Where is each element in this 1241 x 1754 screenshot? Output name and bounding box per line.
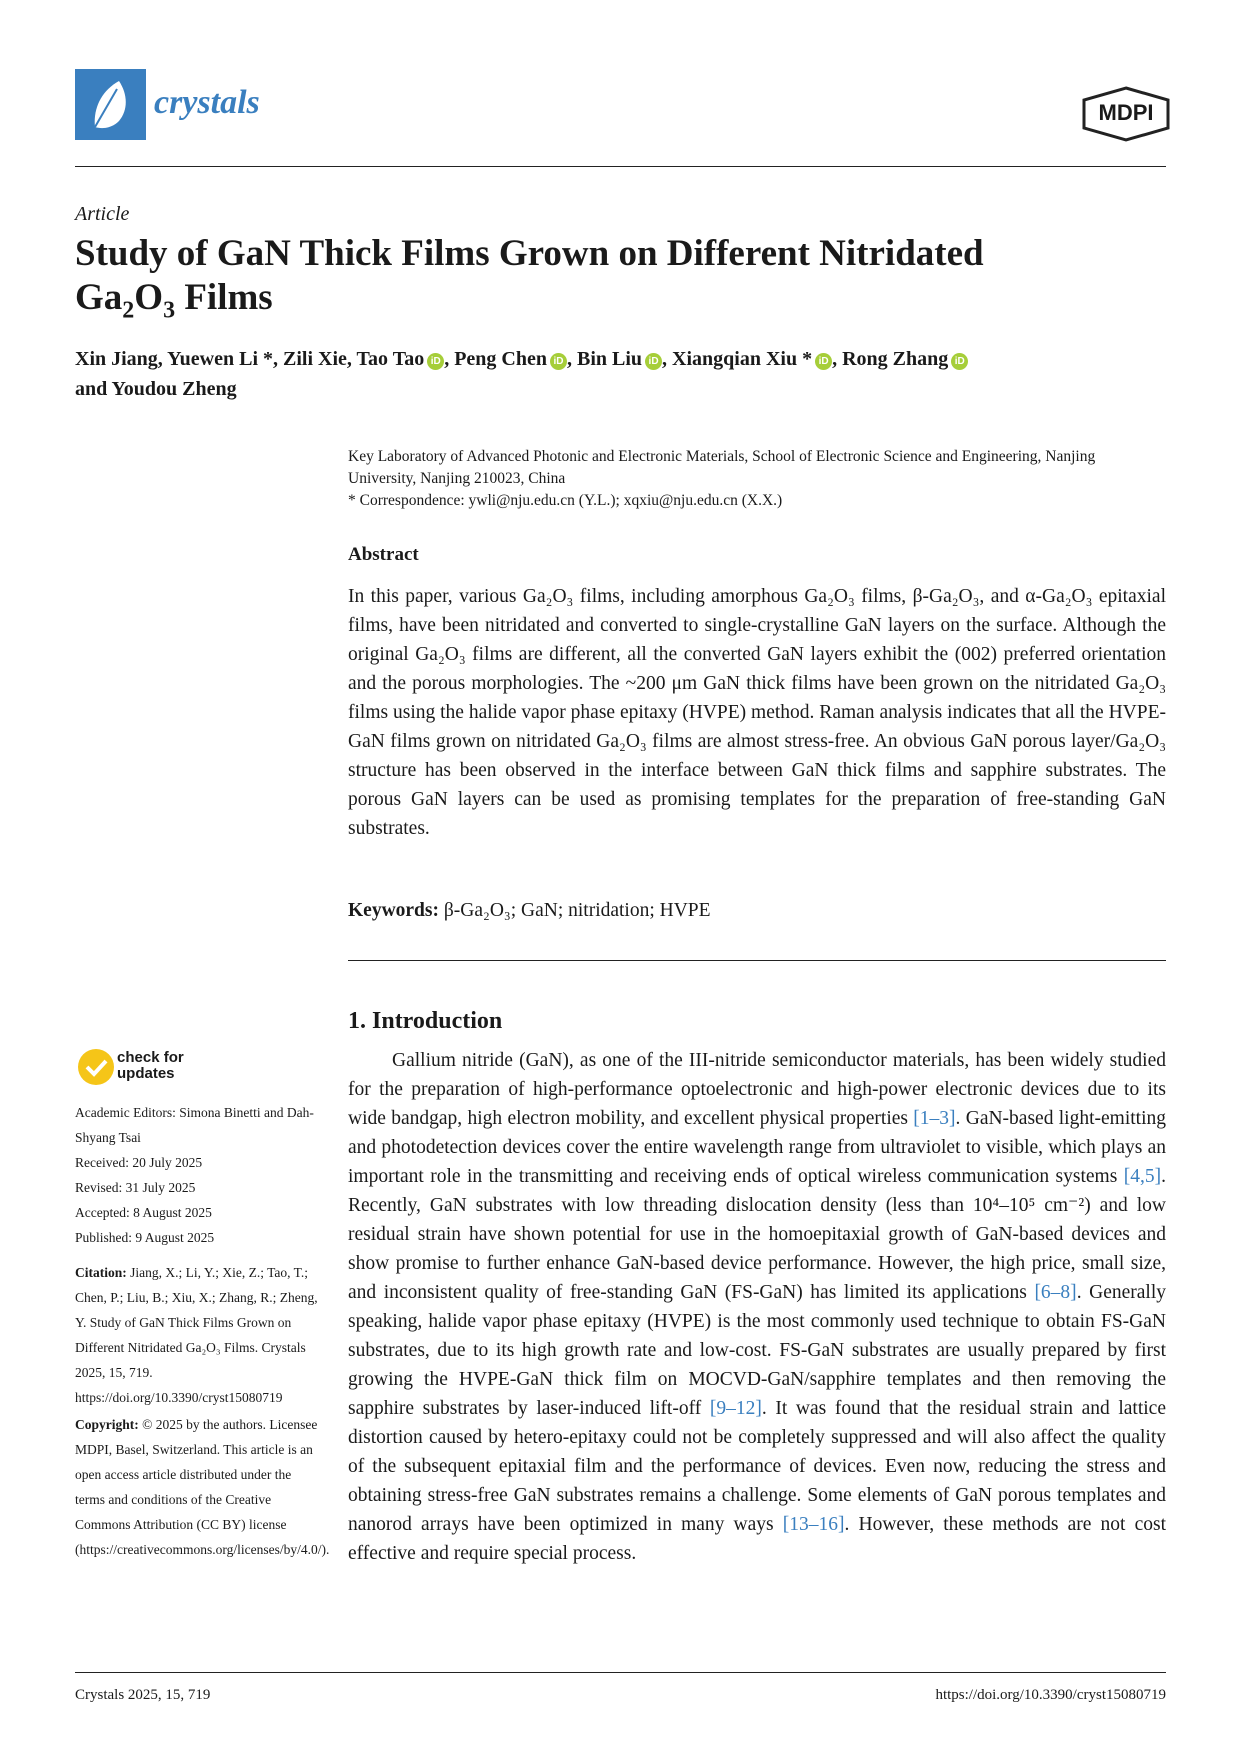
check-line1: check for (117, 1049, 184, 1066)
publisher-logo (1078, 86, 1174, 142)
title-sub2: 3 (163, 297, 176, 324)
title-o: O (134, 277, 164, 318)
author[interactable]: Zili Xie, (283, 348, 357, 370)
title-ga: Ga (75, 277, 123, 318)
journal-name: crystals (154, 84, 260, 121)
header-rule (75, 166, 1166, 167)
intro-text: . It was found that the residual strain and lattice distortion caused by hetero-epitaxy could not be completely suppressed and will also affect the quality of the subsequent epitaxial film and the performance of devices. Even now, reducing the stress and obtaining stress-free GaN substrates remains a challenge. Some elements of GaN porous templates and nanorod arrays have been optimized in many ways (348, 1398, 1166, 1535)
check-updates-label[interactable] (117, 1050, 184, 1082)
published-date: Published: 9 August 2025 (75, 1230, 215, 1245)
revised-date: Revised: 31 July 2025 (75, 1180, 196, 1195)
academic-editors: Academic Editors: Simona Binetti and Dah-Shyang Tsai (75, 1105, 314, 1145)
page-title (75, 232, 1166, 332)
affiliation-block (348, 446, 1166, 512)
orcid-icon[interactable]: iD (951, 353, 968, 370)
intro-text: . Generally speaking, halide vapor phase epitaxy (HVPE) is the most commonly used technique to obtain FS-GaN substrates, due to its high growth rate and low-cost. FS-GaN substrates are usually prepared by first growing the HVPE-GaN thick film on MOCVD-GaN/sapphire templates and then removing the sapphire substrates by laser-induced lift-off (348, 1282, 1166, 1419)
article-type: Article (75, 203, 130, 225)
author[interactable]: , Bin Liu (567, 348, 643, 370)
author[interactable]: , Peng Chen (444, 348, 547, 370)
copyright-text: © 2025 by the authors. Licensee MDPI, Basel, Switzerland. This article is an open access article distributed under the terms and conditions of the Creative Commons Attribution (CC BY) license (https://creativecommons.org/licenses/by/4.0/). (75, 1417, 330, 1557)
author[interactable]: Xin Jiang, (75, 348, 168, 370)
footer-journal: Crystals 2025, 15, 719 (75, 1687, 211, 1703)
keywords-text: β-Ga₂O₃; GaN; nitridation; HVPE (439, 900, 711, 921)
orcid-icon[interactable]: iD (550, 353, 567, 370)
citation-link[interactable]: [4,5] (1123, 1166, 1162, 1187)
author[interactable]: , Xiangqian Xiu * (662, 348, 813, 370)
received-date: Received: 20 July 2025 (75, 1155, 203, 1170)
intro-text: . However, these methods are not cost effective and require special process. (348, 1514, 1166, 1564)
citation-label: Citation: (75, 1265, 127, 1280)
author[interactable]: , Rong Zhang (832, 348, 949, 370)
citation-block (75, 1260, 323, 1410)
orcid-icon[interactable]: iD (427, 353, 444, 370)
accepted-date: Accepted: 8 August 2025 (75, 1205, 212, 1220)
section-heading: 1. Introduction (348, 1008, 503, 1034)
citation-link[interactable]: [6–8] (1034, 1282, 1077, 1303)
intro-text: Gallium nitride (GaN), as one of the III-nitride semiconductor materials, has been widely studied for the preparation of high-performance optoelectronic and high-power electronic devices due to its wide bandgap, high electron mobility, and excellent physical properties (348, 1050, 1166, 1129)
keywords-label: Keywords: (348, 900, 439, 921)
correspondence: * Correspondence: ywli@nju.edu.cn (Y.L.); xqxiu@nju.edu.cn (X.X.) (348, 492, 783, 509)
orcid-icon[interactable]: iD (645, 353, 662, 370)
citation-link[interactable]: [1–3] (913, 1108, 956, 1129)
check-updates-icon[interactable] (75, 1046, 117, 1088)
affiliation: Key Laboratory of Advanced Photonic and Electronic Materials, School of Electronic Science and Engineering, Nanjing University, Nanjing 210023, China (348, 448, 1096, 487)
citation-link[interactable]: [13–16] (782, 1514, 845, 1535)
title-sub1: 2 (122, 297, 135, 324)
footer-doi[interactable]: https://doi.org/10.3390/cryst15080719 (935, 1687, 1166, 1703)
dates (75, 1150, 323, 1250)
title-films: Films (175, 277, 273, 318)
author[interactable]: and Youdou Zheng (75, 378, 237, 400)
introduction-text (348, 1046, 1166, 1568)
publisher-name: MDPI (1098, 100, 1154, 125)
intro-text: . GaN-based light-emitting and photodetection devices cover the entire wavelength range from ultraviolet to visible, which plays an important role in the transmitting and receiving ends of optical wireless communication systems (348, 1108, 1166, 1187)
citation-link[interactable]: [9–12] (709, 1398, 762, 1419)
copyright-label: Copyright: (75, 1417, 139, 1432)
orcid-icon[interactable]: iD (815, 353, 832, 370)
abstract-heading: Abstract (348, 544, 419, 565)
journal-logo (75, 69, 146, 140)
copyright-block (75, 1412, 330, 1562)
author[interactable]: Yuewen Li *, (167, 348, 284, 370)
leaf-icon (75, 69, 146, 140)
intro-text: . Recently, GaN substrates with low threading dislocation density (less than 10⁴–10⁵ cm⁻²) and low residual strain have shown potential for use in the homoepitaxial growth of GaN-based devices and show promise to further enhance GaN-based device performance. However, the high price, small size, and inconsistent quality of free-standing GaN (FS-GaN) has limited its applications (348, 1166, 1166, 1303)
keywords (348, 900, 711, 922)
footer-rule (75, 1672, 1166, 1673)
abstract-text: In this paper, various Ga₂O₃ films, including amorphous Ga₂O₃ films, β-Ga₂O₃, and α-Ga₂O₃ epitaxial films, have been nitridated and converted to single-crystalline GaN layers on the surface. Although the original Ga₂O₃ films are different, all the converted GaN layers exhibit the (002) preferred orientation and the porous morphologies. The ~200 μm GaN thick films have been grown on the nitridated Ga₂O₃ films using the halide vapor phase epitaxy (HVPE) method. Raman analysis indicates that all the HVPE-GaN films grown on nitridated Ga₂O₃ films are almost stress-free. An obvious GaN porous layer/Ga₂O₃ structure has been observed in the interface between GaN thick films and sapphire substrates. The porous GaN layers can be used as promising templates for the preparation of free-standing GaN substrates. (348, 586, 1166, 839)
title-line1: Study of GaN Thick Films Grown on Different Nitridated (75, 233, 984, 274)
author-list (75, 344, 1166, 404)
abstract-rule (348, 960, 1166, 961)
author[interactable]: Tao Tao (356, 348, 425, 370)
citation-text: Jiang, X.; Li, Y.; Xie, Z.; Tao, T.; Chen, P.; Liu, B.; Xiu, X.; Zhang, R.; Zheng, Y. Study of GaN Thick Films Grown on Different Nitridated Ga₂O₃ Films. Crystals 2025, 15, 719. https://doi.org/10.3390/cryst15080719 (75, 1265, 318, 1405)
check-line2: updates (117, 1065, 175, 1082)
